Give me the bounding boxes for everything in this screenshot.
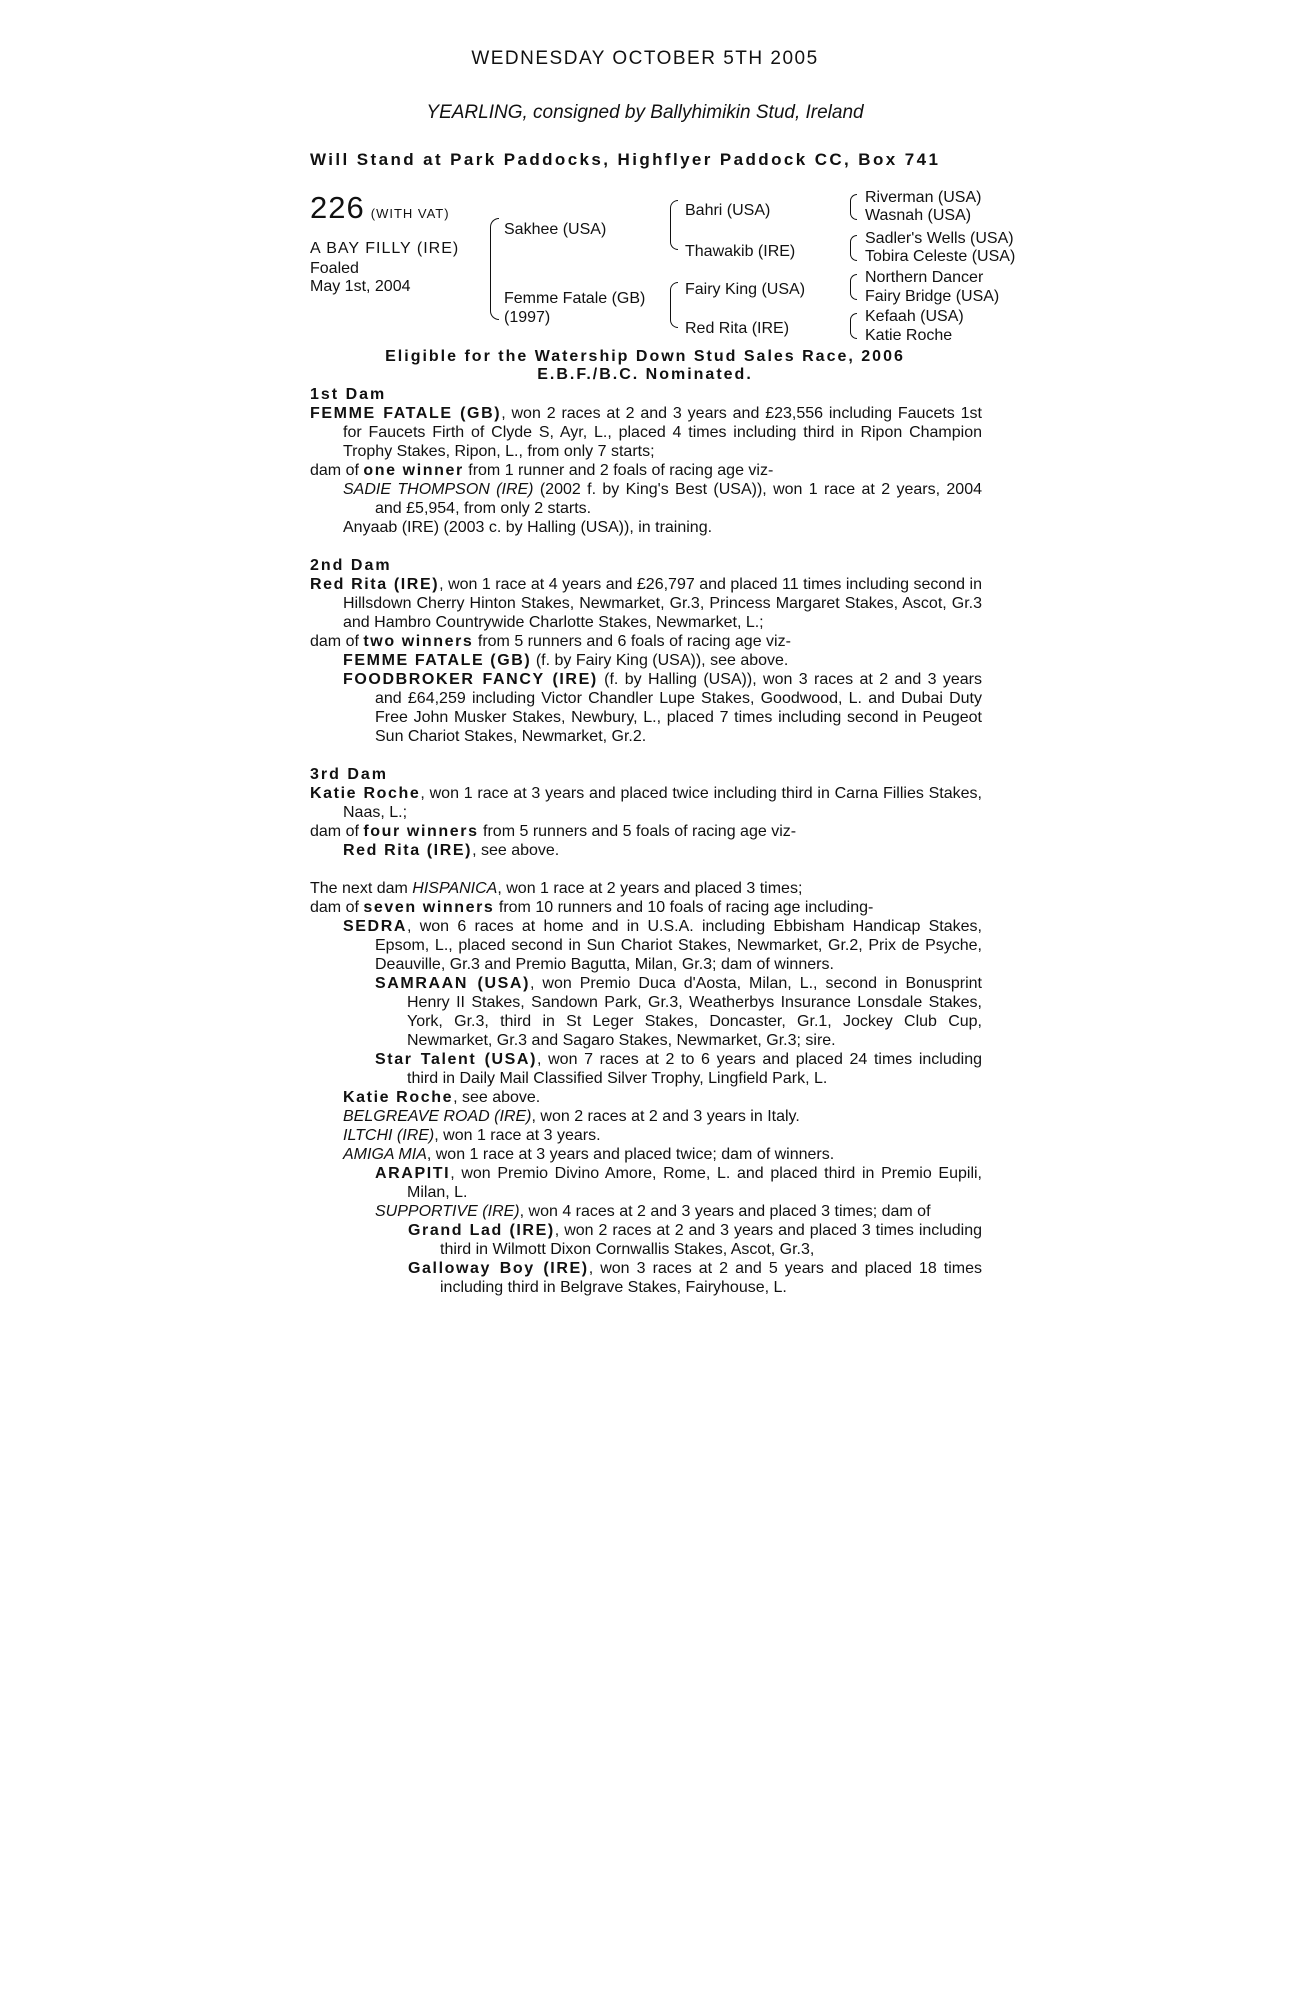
produce-text: , won 2 races at 2 and 3 years in Italy.	[531, 1108, 800, 1125]
brace-gg3	[850, 274, 857, 300]
second-dam-title: 2nd Dam	[310, 557, 392, 574]
produce-text: , won 7 races at 2 to 6 years and placed 24 times including third in Daily Mail Classified Silver Trophy, Lingfield Park, L.	[407, 1051, 982, 1087]
produce-text: , won 1 race at 3 years.	[434, 1127, 601, 1144]
third-dam-dam-of: dam of	[310, 823, 364, 840]
second-dam-dam-of: dam of	[310, 633, 364, 650]
third-dam-record	[310, 784, 982, 822]
eligibility-line-2: E.B.F./B.C. Nominated.	[537, 366, 753, 383]
produce-arapiti	[310, 1164, 982, 1202]
pedigree-gg1: Riverman (USA)	[865, 189, 982, 206]
produce-name: FOODBROKER FANCY (IRE)	[343, 671, 598, 688]
next-dam-winners: seven winners	[363, 899, 495, 916]
produce-galloway-boy	[310, 1259, 982, 1297]
horse-name: A BAY FILLY (IRE)	[310, 240, 460, 257]
pedigree-dam-dam: Red Rita (IRE)	[685, 320, 790, 337]
third-dam-produce-line	[310, 822, 982, 841]
produce-text: , won Premio Divino Amore, Rome, L. and placed third in Premio Eupili, Milan, L.	[407, 1165, 982, 1201]
brace-dam-side	[670, 282, 678, 328]
third-dam-text: , won 1 race at 3 years and placed twice including third in Carna Fillies Stakes, Naas, L.;	[343, 785, 982, 821]
produce-name: Grand Lad (IRE)	[408, 1222, 555, 1239]
produce-iltchi	[310, 1126, 982, 1145]
first-dam-foals: from 1 runner and 2 foals of racing age viz-	[463, 462, 774, 479]
produce-name: SADIE THOMPSON (IRE)	[343, 481, 534, 498]
brace-gg4	[850, 313, 857, 339]
produce-text: Anyaab (IRE) (2003 c. by Halling (USA)), in training.	[343, 519, 713, 536]
pedigree-dam: Femme Fatale (GB)	[504, 290, 646, 307]
produce-text: , won Premio Duca d'Aosta, Milan, L., second in Bonusprint Henry II Stakes, Sandown Park, Gr.3, Weatherbys Insurance Lonsdale Stakes, York, Gr.3, third in St Leger Stakes, Doncaster, Gr.1, Jockey Club Cup, Newmarket, Gr.3 and Sagaro Stakes, Newmarket, Gr.3; sire.	[407, 975, 982, 1049]
brace-gg1	[850, 194, 857, 220]
produce-text: , won 2 races at 2 and 3 years and placed 3 times including third in Wilmott Dixon Cornwallis Stakes, Ascot, Gr.3,	[440, 1222, 983, 1258]
next-dam-text: , won 1 race at 2 years and placed 3 times;	[497, 880, 803, 897]
produce-name: SAMRAAN (USA)	[375, 975, 530, 992]
produce-name: SEDRA	[343, 918, 408, 935]
produce-name: ILTCHI (IRE)	[343, 1127, 435, 1144]
pedigree-dam-year: (1997)	[504, 309, 551, 326]
produce-text: , won 4 races at 2 and 3 years and placed 3 times; dam of	[519, 1203, 931, 1220]
first-dam-produce-line	[310, 461, 982, 480]
produce-name: AMIGA MIA	[343, 1146, 427, 1163]
second-dam-produce-2	[310, 670, 982, 746]
first-dam-dam-of: dam of	[310, 462, 364, 479]
next-dam-name: HISPANICA	[412, 880, 498, 897]
pedigree-dam-sire: Fairy King (USA)	[685, 281, 806, 298]
produce-star-talent	[310, 1050, 982, 1088]
first-dam-record	[310, 404, 982, 461]
pedigree-table	[310, 190, 1030, 350]
vat-note: (WITH VAT)	[370, 206, 450, 221]
eligibility-line-1: Eligible for the Watership Down Stud Sales Race, 2006	[385, 348, 905, 365]
first-dam-produce-1	[310, 480, 982, 518]
produce-text: (f. by Halling (USA)), won 3 races at 2 and 3 years and £64,259 including Victor Chandler Lupe Stakes, Goodwood, L. and Dubai Duty Free John Musker Stakes, Newbury, L., placed 7 times including second in Peugeot Sun Chariot Stakes, Newmarket, Gr.2.	[375, 671, 982, 745]
first-dam-produce-2	[310, 518, 982, 537]
foaled-block	[310, 260, 411, 296]
produce-name: ARAPITI	[375, 1165, 451, 1182]
produce-text: , see above.	[472, 842, 560, 859]
second-dam-name: Red Rita (IRE)	[310, 576, 440, 593]
pedigree-sire: Sakhee (USA)	[504, 221, 607, 238]
produce-name: Star Talent (USA)	[375, 1051, 538, 1068]
first-dam-name: FEMME FATALE (GB)	[310, 405, 502, 422]
first-dam-text: , won 2 races at 2 and 3 years and £23,556 including Faucets 1st for Faucets Firth of Clyde S, Ayr, L., placed 4 times including third in Ripon Champion Trophy Stakes, Ripon, L., from only 7 starts;	[343, 405, 982, 460]
lot-number-line	[310, 190, 450, 226]
produce-text: , see above.	[453, 1089, 541, 1106]
pedigree-sire-dam: Thawakib (IRE)	[685, 243, 796, 260]
pedigree-gg5: Northern Dancer	[865, 269, 984, 286]
third-dam-name: Katie Roche	[310, 785, 421, 802]
second-dam-winners: two winners	[363, 633, 474, 650]
produce-sedra	[310, 917, 982, 974]
next-dam-record	[310, 879, 982, 898]
next-dam-foals: from 10 runners and 10 foals of racing age including-	[494, 899, 874, 916]
second-dam-produce-line	[310, 632, 982, 651]
produce-text: (2002 f. by King's Best (USA)), won 1 race at 2 years, 2004 and £5,954, from only 2 starts.	[375, 481, 982, 517]
brace-parents	[490, 218, 499, 320]
pedigree-notes	[310, 385, 982, 1297]
next-dam-intro: The next dam	[310, 880, 413, 897]
second-dam-produce-1	[310, 651, 982, 670]
produce-text: , won 3 races at 2 and 5 years and placed 18 times including third in Belgrave Stakes, Fairyhouse, L.	[440, 1260, 982, 1296]
pedigree-sire-sire: Bahri (USA)	[685, 202, 771, 219]
pedigree-gg6: Fairy Bridge (USA)	[865, 288, 1000, 305]
foaled-label: Foaled	[310, 260, 359, 277]
produce-name: Galloway Boy (IRE)	[408, 1260, 589, 1277]
produce-name: Red Rita (IRE)	[343, 842, 473, 859]
second-dam-foals: from 5 runners and 6 foals of racing age viz-	[473, 633, 791, 650]
sale-date: WEDNESDAY OCTOBER 5TH 2005	[471, 48, 819, 69]
pedigree-gg2: Wasnah (USA)	[865, 207, 972, 224]
produce-name: Katie Roche	[343, 1089, 454, 1106]
produce-name: FEMME FATALE (GB)	[343, 652, 532, 669]
produce-text: , won 6 races at home and in U.S.A. including Ebbisham Handicap Stakes, Epsom, L., placed second in Sun Chariot Stakes, Newmarket, Gr.2, Prix de Psyche, Deauville, Gr.3 and Premio Bagutta, Milan, Gr.3; dam of winners.	[375, 918, 982, 973]
pedigree-gg4: Tobira Celeste (USA)	[865, 248, 1016, 265]
third-dam-produce-1	[310, 841, 982, 860]
next-dam-dam-of: dam of	[310, 899, 364, 916]
first-dam-winners: one winner	[363, 462, 464, 479]
produce-samraan	[310, 974, 982, 1050]
produce-text: , won 1 race at 3 years and placed twice; dam of winners.	[426, 1146, 835, 1163]
pedigree-gg7: Kefaah (USA)	[865, 308, 964, 325]
produce-grand-lad	[310, 1221, 982, 1259]
lot-number: 226	[310, 190, 365, 225]
second-dam-record	[310, 575, 982, 632]
consignment-line: YEARLING, consigned by Ballyhimikin Stud, Ireland	[426, 102, 864, 123]
third-dam-foals: from 5 runners and 5 foals of racing age viz-	[478, 823, 797, 840]
produce-text: (f. by Fairy King (USA)), see above.	[531, 652, 789, 669]
third-dam-winners: four winners	[363, 823, 479, 840]
foaled-date: May 1st, 2004	[310, 278, 411, 295]
pedigree-gg3: Sadler's Wells (USA)	[865, 230, 1014, 247]
produce-belgreave-road	[310, 1107, 982, 1126]
third-dam-title: 3rd Dam	[310, 766, 389, 783]
pedigree-gg8: Katie Roche	[865, 327, 953, 344]
produce-name: BELGREAVE ROAD (IRE)	[343, 1108, 532, 1125]
brace-gg2	[850, 235, 857, 261]
produce-name: SUPPORTIVE (IRE)	[375, 1203, 520, 1220]
first-dam-title: 1st Dam	[310, 386, 387, 403]
brace-sire-side	[670, 200, 678, 250]
stand-location: Will Stand at Park Paddocks, Highflyer Paddock CC, Box 741	[310, 150, 941, 169]
produce-supportive	[310, 1202, 982, 1221]
produce-katie-roche	[310, 1088, 982, 1107]
next-dam-produce-line	[310, 898, 982, 917]
second-dam-text: , won 1 race at 4 years and £26,797 and placed 11 times including second in Hillsdown Cherry Hinton Stakes, Newmarket, Gr.3, Princess Margaret Stakes, Ascot, Gr.3 and Hambro Countrywide Charlotte Stakes, Newmarket, L.;	[343, 576, 983, 631]
produce-amiga-mia	[310, 1145, 982, 1164]
